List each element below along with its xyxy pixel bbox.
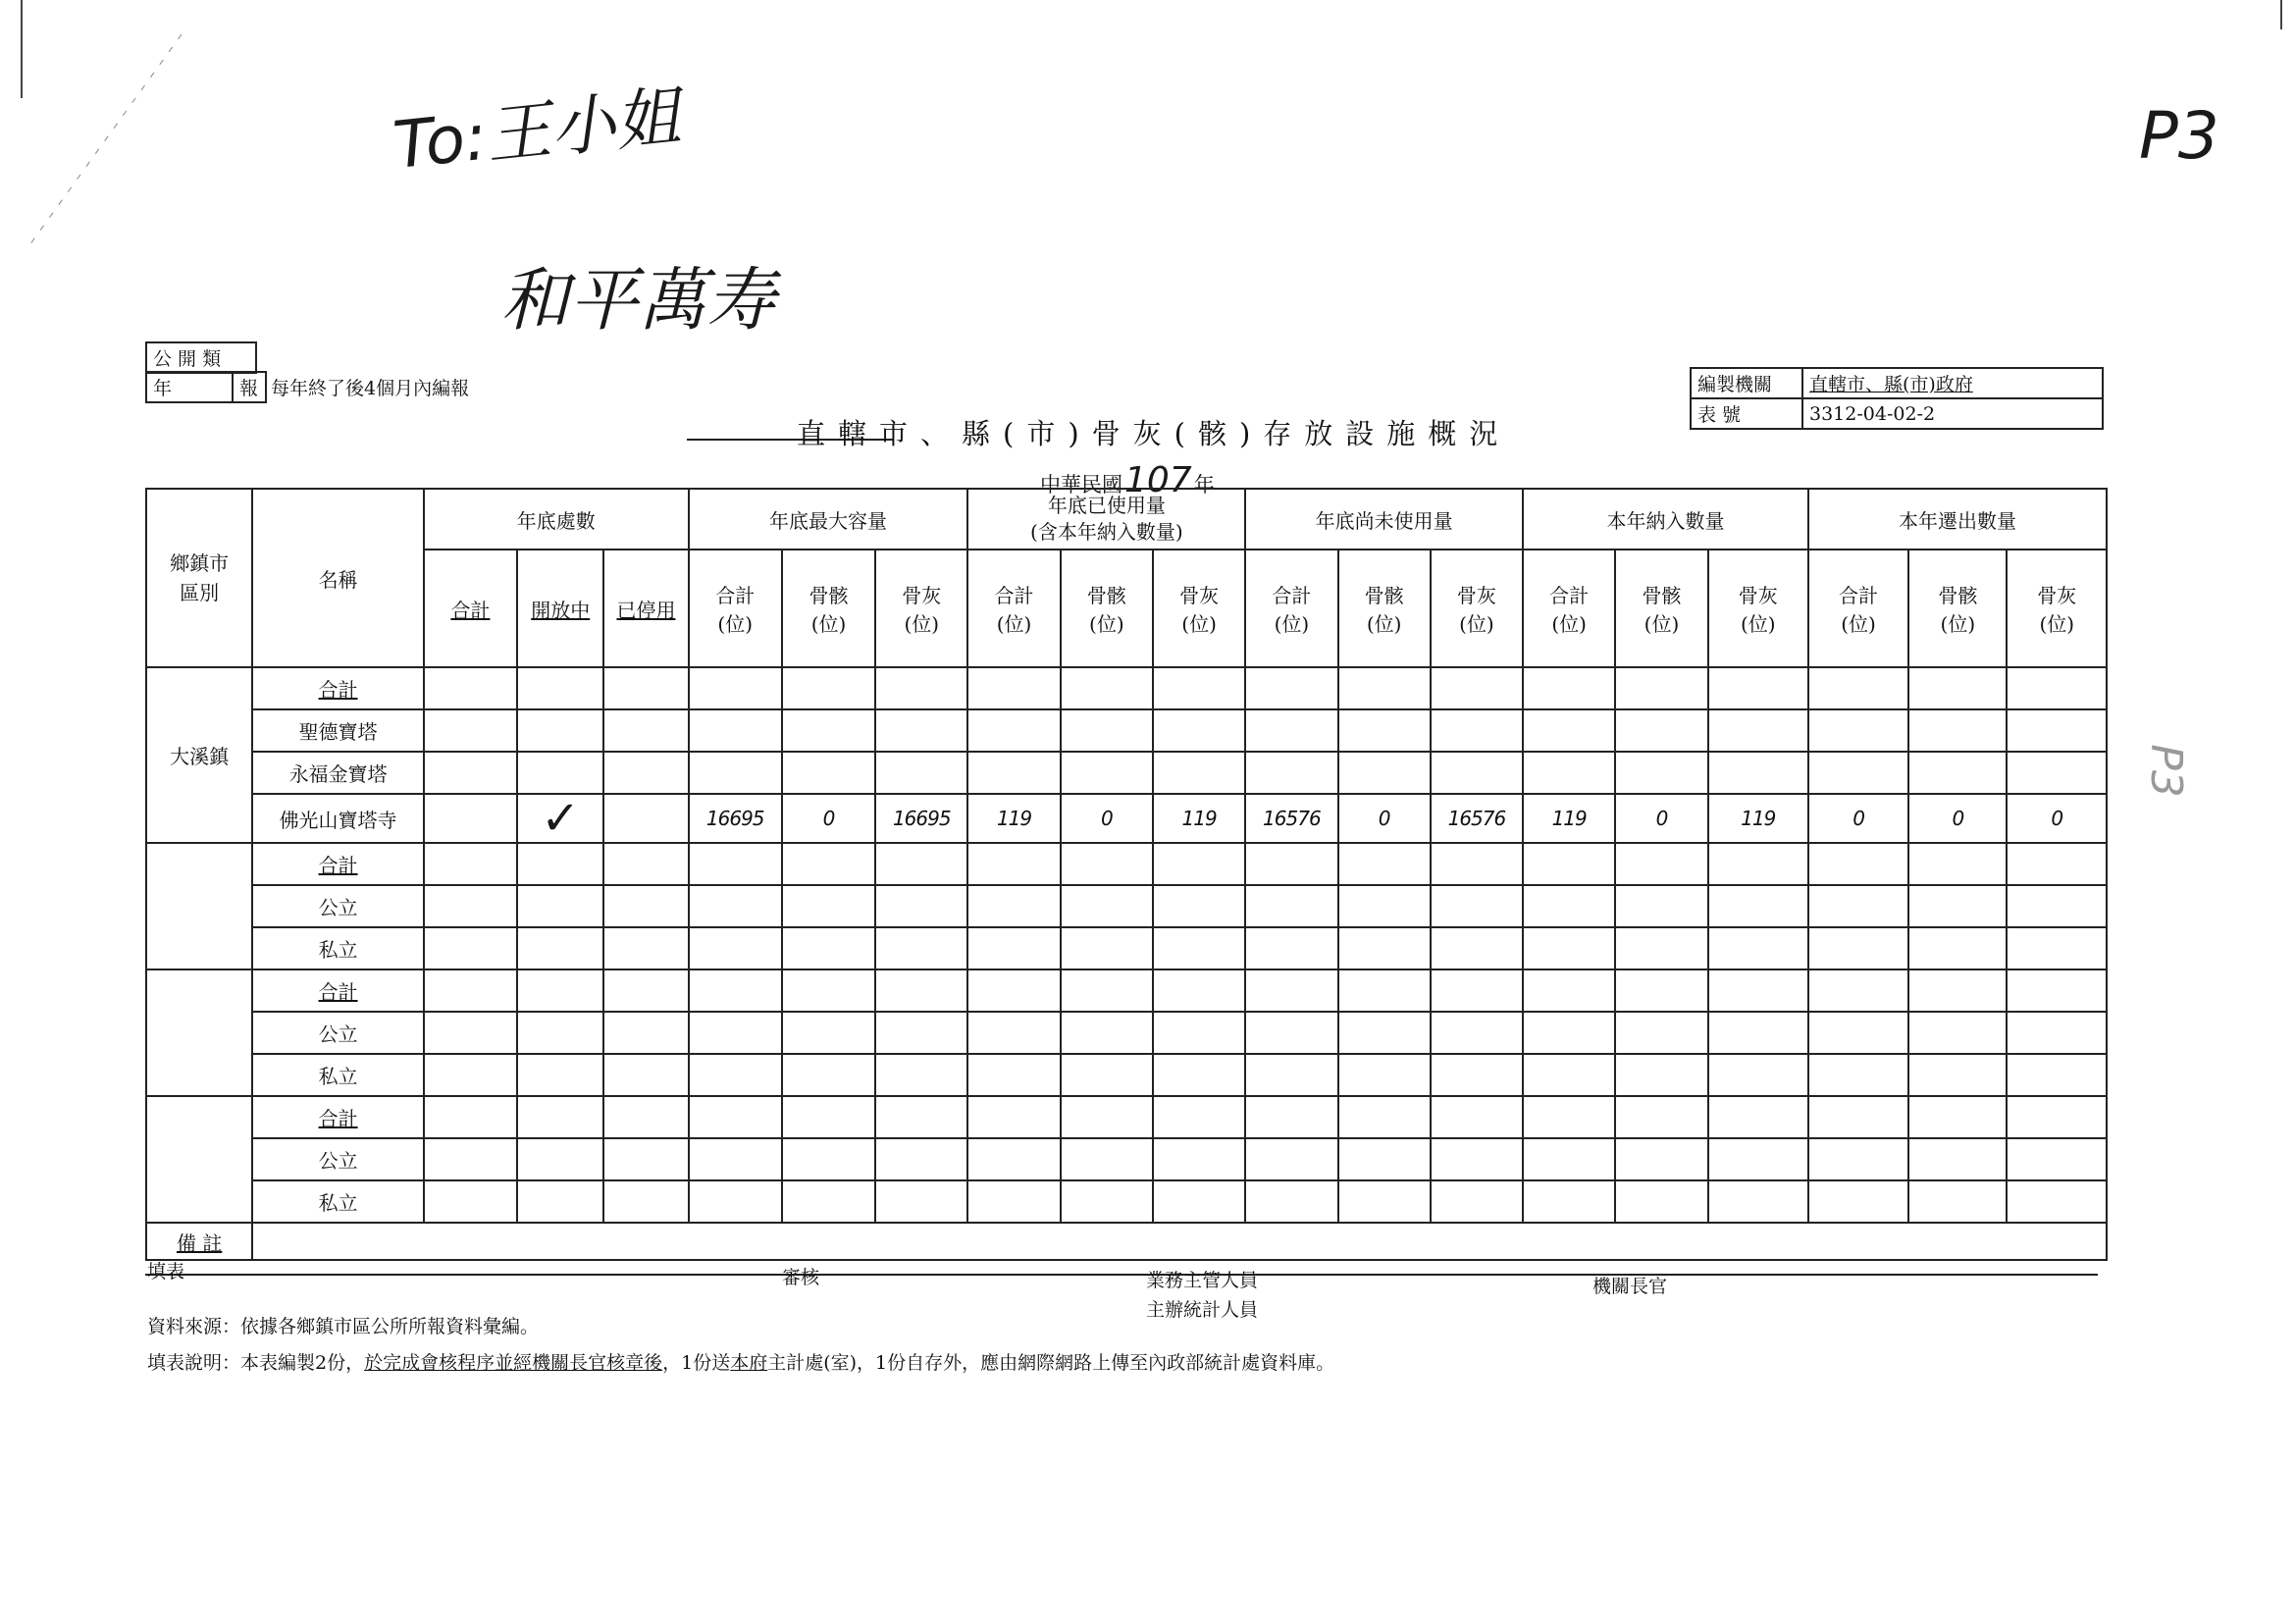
max-ash-value: 16695 — [875, 794, 967, 843]
unit-label: (位) — [1274, 612, 1310, 636]
sub-label: 骨骸 — [1938, 584, 1978, 607]
max-capacity-header: 年底最大容量 — [689, 489, 968, 550]
facility-table — [145, 488, 2108, 1261]
period-box — [145, 371, 469, 403]
admitted-total-header — [1523, 550, 1615, 667]
row-label: 合計 — [252, 667, 424, 709]
row-label: 私立 — [252, 1054, 424, 1096]
unused-bone-value: 0 — [1338, 794, 1431, 843]
handwritten-recipient: To:王小姐 — [390, 78, 684, 184]
unit-label: (位) — [810, 612, 847, 636]
table-row — [146, 1054, 2107, 1096]
row-label: 合計 — [252, 843, 424, 885]
stats-head-label: 主辦統計人員 — [1146, 1299, 1259, 1321]
source-label: 資料來源： — [147, 1316, 241, 1337]
count-closed-header: 已停用 — [603, 550, 688, 667]
count-open-header: 開放中 — [517, 550, 603, 667]
row-label: 聖德寶塔 — [252, 709, 424, 752]
used-header-title: 年底已使用量 — [1047, 494, 1166, 517]
admitted-total-value: 119 — [1523, 794, 1615, 843]
unused-ash-value: 16576 — [1431, 794, 1523, 843]
page-title: 直轄市、縣(市)骨灰(骸)存放設施概況 — [797, 417, 1511, 450]
district-header: 鄉鎮市區別 — [146, 489, 252, 667]
handwritten-year: 107 — [1124, 460, 1192, 500]
note-label: 備 註 — [146, 1223, 252, 1260]
compiler-value: 直轄市、縣(市)政府 — [1802, 368, 2103, 398]
max-bone-value: 0 — [782, 794, 875, 843]
count-total-cell — [424, 794, 517, 843]
row-label: 合計 — [252, 969, 424, 1012]
max-ash-header — [875, 550, 967, 667]
data-source-line — [147, 1312, 539, 1338]
unused-total-value: 16576 — [1245, 794, 1337, 843]
removed-header: 本年遷出數量 — [1808, 489, 2107, 550]
row-label: 私立 — [252, 927, 424, 969]
category-label: 公 開 類 — [146, 342, 256, 373]
sub-label: 骨灰 — [1456, 584, 1496, 607]
unused-ash-header — [1431, 550, 1523, 667]
handwritten-page-mark-side: P3 — [2140, 744, 2191, 798]
unit-label: (位) — [1841, 612, 1876, 636]
used-total-value: 119 — [967, 794, 1060, 843]
sub-label: 合計 — [1839, 584, 1879, 607]
max-total-value: 16695 — [689, 794, 782, 843]
sub-label: 骨骸 — [1642, 584, 1682, 607]
sub-label: 合計 — [1549, 584, 1590, 607]
unit-label: (位) — [1551, 612, 1587, 636]
count-total-header: 合計 — [424, 550, 517, 667]
row-label: 永福金寶塔 — [252, 752, 424, 794]
unit-label: (位) — [996, 612, 1032, 636]
admitted-ash-header — [1708, 550, 1808, 667]
removed-ash-value: 0 — [2007, 794, 2107, 843]
table-row — [146, 927, 2107, 969]
unit-label: (位) — [1940, 612, 1976, 636]
instr-b: 於完成會核程序並經機關長官核章後 — [364, 1352, 663, 1374]
year-prefix: 中華民國 — [1040, 473, 1122, 497]
handwritten-facility-name: 和平萬寿 — [500, 260, 775, 340]
source-text: 依據各鄉鎮市區公所所報資料彙編。 — [240, 1316, 540, 1337]
row-label: 公立 — [252, 1012, 424, 1054]
max-total-header — [689, 550, 782, 667]
chief-label: 機關長官 — [1592, 1276, 1668, 1297]
unused-total-header — [1245, 550, 1337, 667]
unit-label: (位) — [2039, 612, 2075, 636]
compiler-box — [1690, 367, 2104, 430]
unit-label: (位) — [1740, 612, 1776, 636]
table-row — [146, 969, 2107, 1012]
sub-label: 骨骸 — [809, 584, 849, 607]
unit-label: (位) — [1366, 612, 1402, 636]
count-closed-cell — [603, 794, 688, 843]
removed-total-header — [1808, 550, 1908, 667]
table-row — [146, 885, 2107, 927]
reviewer-label: 審核 — [782, 1267, 820, 1288]
used-ash-header — [1153, 550, 1245, 667]
count-group-header: 年底處數 — [424, 489, 689, 550]
category-box — [145, 341, 257, 374]
handwritten-page-mark: P3 — [2139, 98, 2219, 174]
sub-label: 骨灰 — [2037, 584, 2077, 607]
table-row — [146, 1138, 2107, 1180]
form-no-label: 表 號 — [1691, 398, 1802, 429]
table-row — [146, 667, 2107, 709]
unused-bone-header — [1338, 550, 1431, 667]
district-cell-empty — [146, 969, 252, 1096]
compiler-label: 編製機關 — [1691, 368, 1802, 398]
used-total-header — [967, 550, 1060, 667]
table-row — [146, 1180, 2107, 1223]
instructions-line — [147, 1348, 1334, 1375]
row-label: 公立 — [252, 1138, 424, 1180]
instr-label: 填表說明： — [147, 1352, 241, 1374]
unit-label: (位) — [1459, 612, 1494, 636]
sub-label: 骨灰 — [1738, 584, 1778, 607]
report-deadline: 每年終了後4個月內編報 — [271, 378, 470, 399]
name-header: 名稱 — [252, 489, 424, 667]
used-header — [967, 489, 1245, 550]
admitted-bone-header — [1615, 550, 1707, 667]
sub-label: 合計 — [1272, 584, 1312, 607]
unit-label: (位) — [1181, 612, 1217, 636]
table-row-data — [146, 794, 2107, 843]
instr-c: ，1份送 — [662, 1352, 731, 1374]
note-content — [252, 1223, 2107, 1260]
admitted-bone-value: 0 — [1615, 794, 1707, 843]
row-label: 佛光山寶塔寺 — [252, 794, 424, 843]
row-label: 合計 — [252, 1096, 424, 1138]
district-cell-empty — [146, 1096, 252, 1223]
sub-label: 合計 — [994, 584, 1034, 607]
filler-label: 填表 — [147, 1261, 185, 1283]
period-label: 年 — [146, 372, 233, 402]
row-label: 私立 — [252, 1180, 424, 1223]
table-row — [146, 709, 2107, 752]
instr-a: 本表編製2份， — [240, 1352, 365, 1374]
used-ash-value: 119 — [1153, 794, 1245, 843]
removed-total-value: 0 — [1808, 794, 1908, 843]
sub-label: 骨骸 — [1086, 584, 1126, 607]
table-row — [146, 1096, 2107, 1138]
unit-label: (位) — [904, 612, 940, 636]
signature-rule — [145, 1274, 2098, 1276]
scan-diagonal-line — [29, 34, 182, 245]
instr-d: 本府 — [730, 1352, 768, 1374]
period-unit: 報 — [233, 372, 266, 402]
removed-bone-header — [1908, 550, 2007, 667]
unit-label: (位) — [1089, 612, 1124, 636]
used-bone-header — [1061, 550, 1153, 667]
sub-label: 合計 — [715, 584, 756, 607]
table-row — [146, 843, 2107, 885]
district-cell-empty — [146, 843, 252, 969]
table-row — [146, 752, 2107, 794]
removed-bone-value: 0 — [1908, 794, 2007, 843]
year-suffix: 年 — [1193, 473, 1215, 497]
sub-label: 骨灰 — [902, 584, 942, 607]
unit-label: (位) — [1644, 612, 1680, 636]
used-header-note: (含本年納入數量) — [1030, 520, 1183, 544]
sub-label: 骨灰 — [1179, 584, 1220, 607]
table-row — [146, 1012, 2107, 1054]
row-label: 公立 — [252, 885, 424, 927]
note-row — [146, 1223, 2107, 1260]
unused-header: 年底尚未使用量 — [1245, 489, 1523, 550]
removed-ash-header — [2007, 550, 2107, 667]
business-head-label: 業務主管人員 — [1146, 1270, 1259, 1291]
max-bone-header — [782, 550, 875, 667]
admitted-ash-value: 119 — [1708, 794, 1808, 843]
form-no-value: 3312-04-02-2 — [1802, 398, 2103, 429]
open-check-mark: ✓ — [517, 794, 603, 843]
sub-label: 骨骸 — [1364, 584, 1404, 607]
unit-label: (位) — [717, 612, 754, 636]
admitted-header: 本年納入數量 — [1523, 489, 1808, 550]
used-bone-value: 0 — [1061, 794, 1153, 843]
district-cell: 大溪鎮 — [146, 667, 252, 843]
instr-e: 主計處(室)，1份自存外，應由網際網路上傳至內政部統計處資料庫。 — [767, 1352, 1335, 1374]
